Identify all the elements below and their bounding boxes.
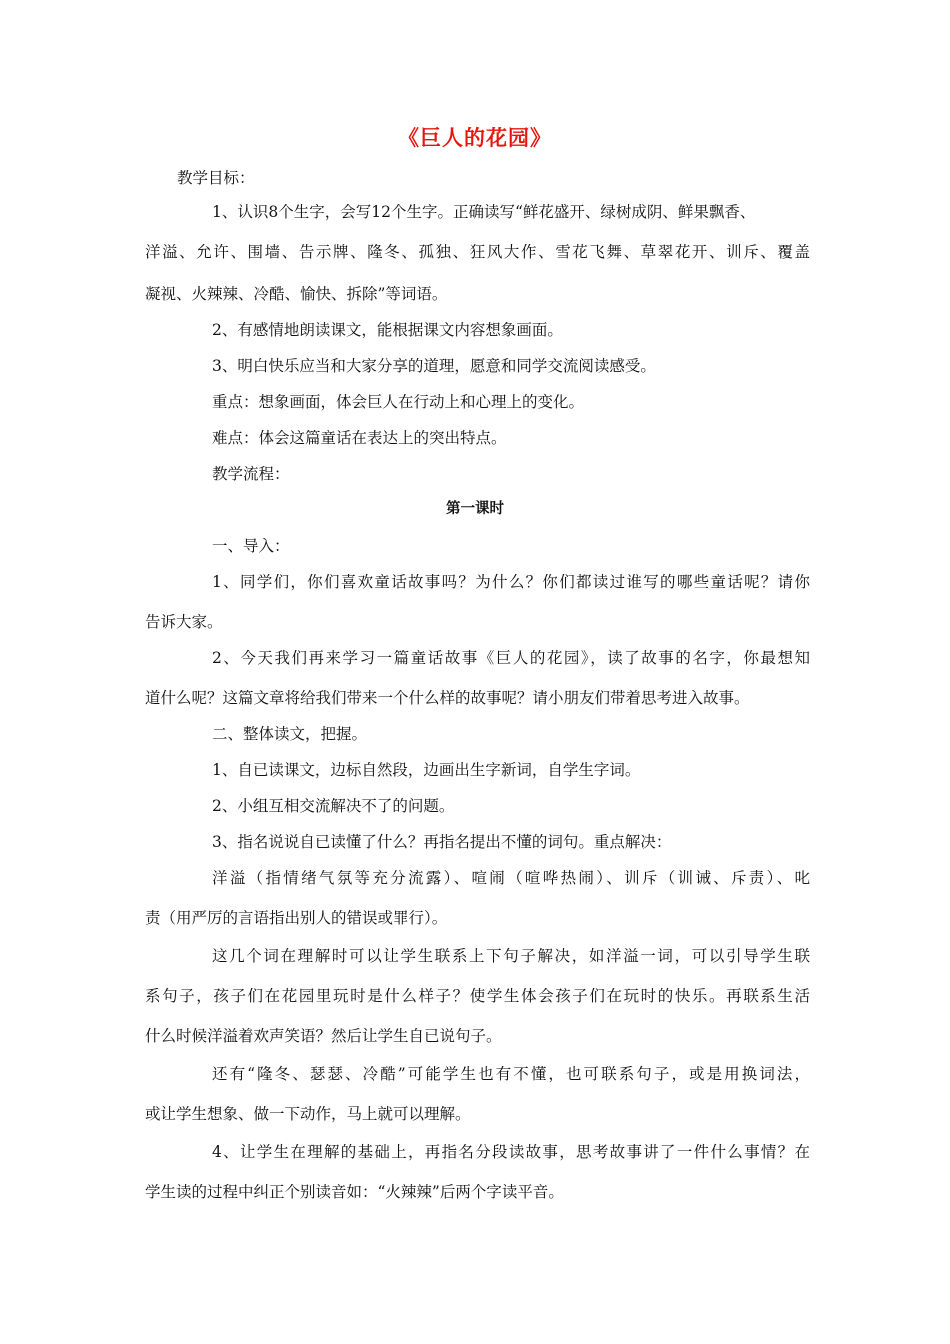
paragraph-line: 3、指名说说自已读懂了什么？再指名提出不懂的词句。重点解决： xyxy=(212,833,672,851)
paragraph-line: 告诉大家。 xyxy=(145,613,223,631)
section-heading: 二、整体读文，把握。 xyxy=(212,725,368,743)
difficulty-line: 难点：体会这篇童话在表达上的突出特点。 xyxy=(212,429,507,447)
paragraph-line: 凝视、火辣辣、冷酷、愉快、拆除”等词语。 xyxy=(145,285,448,303)
paragraph-line: 或让学生想象、做一下动作，马上就可以理解。 xyxy=(145,1105,471,1123)
paragraph-line: 洋溢、允许、围墙、告示牌、隆冬、孤独、狂风大作、雪花飞舞、草翠花开、训斥、覆盖 xyxy=(145,243,810,261)
paragraph-line: 还有“隆冬、瑟瑟、冷酷”可能学生也有不懂，也可联系句子，或是用换词法， xyxy=(212,1065,810,1083)
paragraph-line: 系句子，孩子们在花园里玩时是什么样子？使学生体会孩子们在玩时的快乐。再联系生活 xyxy=(145,987,810,1005)
paragraph-line: 1、认识8个生字，会写12个生字。正确读写“鲜花盛开、绿树成阴、鲜果飘香、 xyxy=(212,203,756,221)
paragraph-line: 2、今天我们再来学习一篇童话故事《巨人的花园》，读了故事的名字，你最想知 xyxy=(212,649,810,667)
session-heading: 第一课时 xyxy=(446,501,504,517)
paragraph-line: 道什么呢？这篇文章将给我们带来一个什么样的故事呢？请小朋友们带着思考进入故事。 xyxy=(145,689,750,707)
paragraph-line: 2、有感情地朗读课文，能根据课文内容想象画面。 xyxy=(212,321,563,339)
document-title: 《巨人的花园》 xyxy=(398,126,552,150)
paragraph-line: 1、自已读课文，边标自然段，边画出生字新词，自学生字词。 xyxy=(212,761,641,779)
teaching-process-heading: 教学流程： xyxy=(212,465,290,483)
paragraph-line: 3、明白快乐应当和大家分享的道理，愿意和同学交流阅读感受。 xyxy=(212,357,656,375)
paragraph-line: 2、小组互相交流解决不了的问题。 xyxy=(212,797,455,815)
paragraph-line: 学生读的过程中纠正个别读音如：“火辣辣”后两个字读平音。 xyxy=(145,1183,564,1201)
paragraph-line: 4、让学生在理解的基础上，再指名分段读故事，思考故事讲了一件什么事情？在 xyxy=(212,1143,810,1161)
paragraph-line: 这几个词在理解时可以让学生联系上下句子解决，如洋溢一词，可以引导学生联 xyxy=(212,947,810,965)
teaching-goals-heading: 教学目标： xyxy=(177,169,255,187)
paragraph-line: 责（用严厉的言语指出别人的错误或罪行）。 xyxy=(145,909,448,927)
paragraph-line: 洋溢（指情绪气氛等充分流露）、喧闹（喧哗热闹）、训斥（训诫、斥责）、叱 xyxy=(212,869,810,887)
key-point-line: 重点：想象画面，体会巨人在行动上和心理上的变化。 xyxy=(212,393,585,411)
paragraph-line: 1、同学们，你们喜欢童话故事吗？为什么？你们都读过谁写的哪些童话呢？请你 xyxy=(212,573,810,591)
paragraph-line: 什么时候洋溢着欢声笑语？然后让学生自已说句子。 xyxy=(145,1027,502,1045)
section-heading: 一、导入： xyxy=(212,537,290,555)
